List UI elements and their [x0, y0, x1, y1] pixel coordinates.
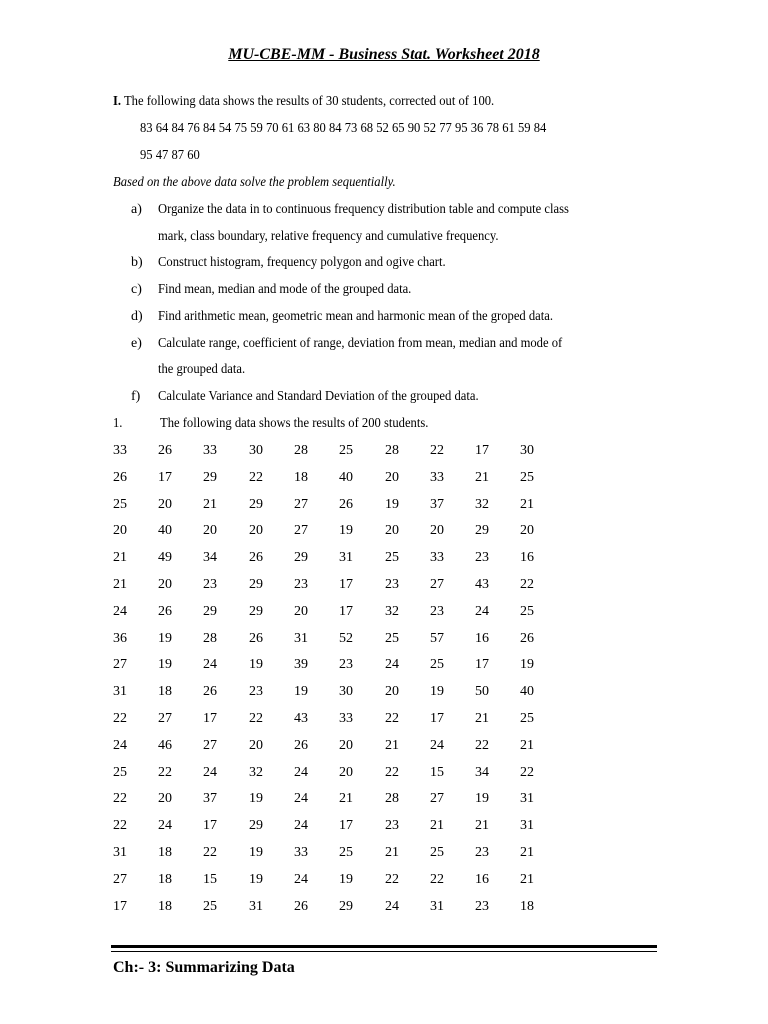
data-cell: 25: [113, 764, 127, 780]
data-cell: 24: [385, 898, 399, 914]
data-cell: 23: [339, 657, 353, 673]
data-cell: 27: [430, 791, 444, 807]
data-cell: 29: [249, 818, 263, 834]
data-cell: 27: [158, 711, 172, 726]
data-cell: 20: [113, 523, 127, 539]
data-cell: 24: [475, 603, 489, 619]
data-cell: 25: [520, 603, 534, 619]
data-cell: 49: [158, 550, 172, 566]
question-text: Calculate range, coefficient of range, deviation from mean, median and mode of: [158, 335, 563, 351]
data-cell: 26: [249, 630, 263, 646]
data-cell: 20: [339, 764, 353, 780]
data-cell: 23: [475, 845, 489, 860]
data-cell: 21: [475, 818, 489, 834]
data-cell: 33: [339, 711, 353, 726]
data-cell: 24: [203, 764, 217, 780]
data-cell: 17: [339, 818, 353, 834]
question-text: the grouped data.: [158, 362, 246, 378]
data-cell: 43: [294, 711, 308, 726]
data-cell: 19: [249, 871, 263, 887]
data-cell: 17: [339, 577, 353, 592]
data-cell: 27: [430, 577, 444, 592]
data-cell: 26: [203, 684, 217, 700]
data-cell: 17: [203, 818, 217, 834]
data-cell: 21: [520, 737, 534, 753]
data-cell: 26: [294, 737, 308, 753]
data-cell: 20: [158, 496, 172, 512]
section1-instruction: Based on the above data solve the problem sequentially.: [113, 175, 396, 190]
data-cell: 25: [520, 711, 534, 726]
data-cell: 31: [520, 818, 534, 834]
data-cell: 50: [475, 684, 489, 700]
data-cell: 19: [249, 657, 263, 673]
question-text: Organize the data in to continuous frequency distribution table and compute class: [158, 202, 569, 217]
data-cell: 34: [203, 550, 217, 566]
data-cell: 22: [385, 764, 399, 780]
data-cell: 23: [385, 577, 399, 592]
data-cell: 18: [294, 469, 308, 485]
data-cell: 17: [475, 443, 489, 458]
data-cell: 23: [430, 603, 444, 619]
question-text: Find mean, median and mode of the grouped data.: [158, 282, 412, 298]
data-cell: 27: [203, 737, 217, 753]
data-cell: 19: [249, 845, 263, 860]
data-cell: 22: [249, 711, 263, 726]
data-cell: 31: [339, 550, 353, 566]
data-cell: 18: [158, 845, 172, 860]
data-cell: 32: [385, 603, 399, 619]
data-cell: 29: [339, 898, 353, 914]
data-cell: 19: [339, 871, 353, 887]
data-cell: 28: [385, 791, 399, 807]
data-cell: 15: [203, 871, 217, 887]
chapter-footer: Ch:- 3: Summarizing Data: [113, 959, 295, 976]
data-cell: 23: [385, 818, 399, 834]
data-cell: 23: [475, 550, 489, 566]
data-cell: 25: [385, 550, 399, 566]
data-cell: 39: [294, 657, 308, 673]
data-cell: 27: [294, 523, 308, 539]
data-cell: 22: [249, 469, 263, 485]
data-cell: 21: [475, 711, 489, 726]
data-cell: 31: [294, 630, 308, 646]
data-cell: 28: [203, 630, 217, 646]
data-cell: 37: [203, 791, 217, 807]
data-cell: 30: [339, 684, 353, 700]
data-cell: 33: [113, 443, 127, 458]
data-cell: 46: [158, 737, 172, 753]
data-cell: 20: [203, 523, 217, 539]
data-cell: 26: [520, 630, 534, 646]
data-cell: 29: [203, 603, 217, 619]
data-cell: 29: [249, 496, 263, 512]
question-label: a): [131, 202, 142, 217]
section2-intro-text: The following data shows the results of 200 students.: [160, 416, 429, 431]
data-cell: 22: [475, 737, 489, 753]
data-cell: 22: [113, 711, 127, 726]
data-cell: 29: [294, 550, 308, 566]
data-cell: 19: [158, 657, 172, 673]
data-cell: 25: [203, 898, 217, 914]
data-cell: 20: [339, 737, 353, 753]
data-cell: 25: [339, 443, 353, 458]
data-cell: 20: [385, 469, 399, 485]
document-title: MU-CBE-MM - Business Stat. Worksheet 2018: [228, 46, 540, 63]
data-cell: 22: [113, 791, 127, 807]
data-cell: 40: [520, 684, 534, 700]
data-cell: 20: [158, 577, 172, 592]
data-cell: 24: [113, 737, 127, 753]
data-cell: 21: [520, 871, 534, 887]
data-cell: 27: [113, 657, 127, 673]
data-cell: 21: [385, 737, 399, 753]
data-cell: 20: [249, 523, 263, 539]
data-cell: 25: [430, 657, 444, 673]
question-label: b): [131, 255, 143, 271]
data-cell: 27: [294, 496, 308, 512]
data-cell: 24: [203, 657, 217, 673]
data-cell: 17: [475, 657, 489, 673]
data-cell: 31: [430, 898, 444, 914]
data-cell: 28: [385, 443, 399, 458]
data-cell: 23: [475, 898, 489, 914]
question-label: d): [131, 308, 143, 324]
data-cell: 24: [294, 764, 308, 780]
data-cell: 31: [113, 845, 127, 860]
question-label: c): [131, 282, 142, 298]
data-cell: 33: [294, 845, 308, 860]
data-cell: 30: [249, 443, 263, 458]
data-cell: 21: [203, 496, 217, 512]
data-cell: 34: [475, 764, 489, 780]
data-cell: 24: [294, 871, 308, 887]
data-cell: 24: [113, 603, 127, 619]
data-cell: 26: [158, 443, 172, 458]
data-cell: 23: [203, 577, 217, 592]
data-cell: 22: [385, 711, 399, 726]
data-cell: 24: [294, 791, 308, 807]
data-cell: 32: [249, 764, 263, 780]
data-cell: 40: [339, 469, 353, 485]
data-cell: 21: [520, 845, 534, 860]
data-cell: 16: [475, 871, 489, 887]
data-cell: 20: [520, 523, 534, 539]
data-cell: 31: [249, 898, 263, 914]
data-cell: 33: [430, 469, 444, 485]
data-cell: 16: [520, 550, 534, 566]
data-cell: 19: [385, 496, 399, 512]
data-cell: 22: [430, 871, 444, 887]
data-cell: 21: [339, 791, 353, 807]
data-cell: 33: [203, 443, 217, 458]
data-cell: 52: [339, 630, 353, 646]
data-cell: 21: [520, 496, 534, 512]
footer-rule-thick: [111, 945, 657, 948]
data-cell: 28: [294, 443, 308, 458]
data-cell: 20: [430, 523, 444, 539]
question-text: Calculate Variance and Standard Deviation of the grouped data.: [158, 388, 479, 404]
data-cell: 26: [294, 898, 308, 914]
data-cell: 19: [294, 684, 308, 700]
question-text: mark, class boundary, relative frequency and cumulative frequency.: [158, 228, 499, 244]
data-cell: 26: [249, 550, 263, 566]
data-cell: 17: [203, 711, 217, 726]
data-cell: 20: [385, 523, 399, 539]
data-cell: 33: [430, 550, 444, 566]
data-cell: 25: [339, 845, 353, 860]
data-cell: 23: [294, 577, 308, 592]
data-cell: 30: [520, 443, 534, 458]
data-cell: 17: [158, 469, 172, 485]
data-cell: 22: [520, 577, 534, 592]
data-cell: 19: [158, 630, 172, 646]
data-cell: 25: [430, 845, 444, 860]
data-cell: 22: [520, 764, 534, 780]
section1-label: I.: [113, 94, 122, 109]
question-label: f): [131, 388, 141, 404]
data-cell: 25: [520, 469, 534, 485]
data-cell: 18: [158, 684, 172, 700]
data-cell: 21: [475, 469, 489, 485]
data-cell: 22: [203, 845, 217, 860]
data-cell: 17: [339, 603, 353, 619]
data-cell: 20: [294, 603, 308, 619]
data-cell: 24: [430, 737, 444, 753]
data-cell: 19: [430, 684, 444, 700]
data-cell: 27: [113, 871, 127, 887]
data-cell: 37: [430, 496, 444, 512]
data-cell: 18: [158, 871, 172, 887]
data-cell: 20: [385, 684, 399, 700]
data-cell: 29: [203, 469, 217, 485]
data-cell: 24: [158, 818, 172, 834]
data-cell: 31: [113, 684, 127, 700]
data-cell: 21: [385, 845, 399, 860]
data-cell: 26: [339, 496, 353, 512]
question-text: Find arithmetic mean, geometric mean and harmonic mean of the groped data.: [158, 308, 554, 324]
data-cell: 40: [158, 523, 172, 539]
question-label: e): [131, 335, 142, 351]
section2-label: 1.: [113, 416, 123, 431]
data-cell: 18: [520, 898, 534, 914]
section1-data-line1: 83 64 84 76 84 54 75 59 70 61 63 80 84 73 68 52 65 90 52 77 95 36 78 61 59 84: [140, 121, 547, 136]
data-cell: 29: [475, 523, 489, 539]
data-cell: 25: [385, 630, 399, 646]
data-cell: 22: [158, 764, 172, 780]
section1-data-line2: 95 47 87 60: [140, 148, 200, 163]
section2-intro: [113, 416, 122, 432]
data-cell: 17: [430, 711, 444, 726]
section1-intro: [113, 94, 494, 110]
data-cell: 17: [113, 898, 127, 914]
data-cell: 26: [158, 603, 172, 619]
data-cell: 19: [249, 791, 263, 807]
data-cell: 57: [430, 630, 444, 646]
data-cell: 21: [113, 577, 127, 592]
data-cell: 18: [158, 898, 172, 914]
data-cell: 22: [430, 443, 444, 458]
data-cell: 19: [339, 523, 353, 539]
data-cell: 22: [113, 818, 127, 834]
data-cell: 32: [475, 496, 489, 512]
data-cell: 19: [520, 657, 534, 673]
data-cell: 20: [249, 737, 263, 753]
data-cell: 22: [385, 871, 399, 887]
data-cell: 25: [113, 496, 127, 512]
data-cell: 24: [294, 818, 308, 834]
footer-rule-thin: [111, 951, 657, 952]
data-cell: 29: [249, 577, 263, 592]
data-cell: 23: [249, 684, 263, 700]
section1-intro-text: The following data shows the results of 30 students, corrected out of 100.: [123, 94, 495, 109]
data-cell: 31: [520, 791, 534, 807]
data-cell: 21: [430, 818, 444, 834]
data-cell: 29: [249, 603, 263, 619]
data-cell: 43: [475, 577, 489, 592]
data-cell: 36: [113, 630, 127, 646]
data-cell: 15: [430, 764, 444, 780]
data-cell: 19: [475, 791, 489, 807]
data-cell: 21: [113, 550, 127, 566]
data-cell: 20: [158, 791, 172, 807]
question-text: Construct histogram, frequency polygon and ogive chart.: [158, 255, 446, 271]
data-cell: 24: [385, 657, 399, 673]
data-cell: 26: [113, 469, 127, 485]
data-cell: 16: [475, 630, 489, 646]
